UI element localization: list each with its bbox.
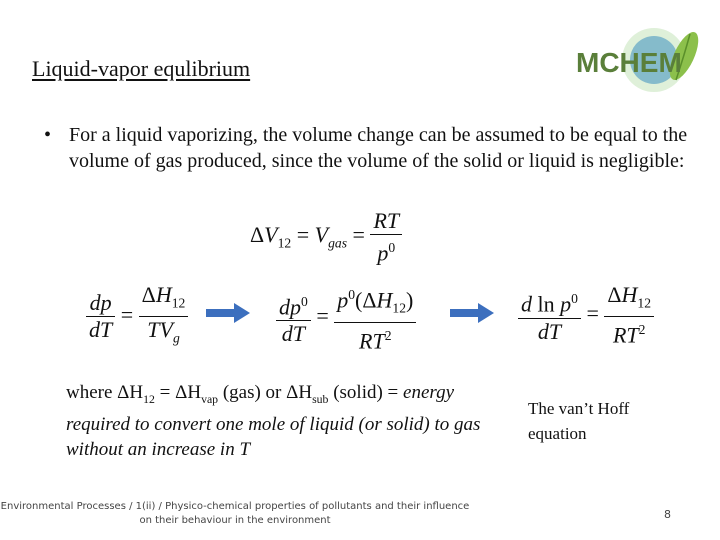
- bullet-symbol: •: [44, 124, 52, 146]
- sub-sub: sub: [312, 392, 329, 406]
- delta-h: ΔH: [117, 382, 144, 403]
- footer-line1: Environmental Processes / 1(ii) / Physico-chemical properties of pollutants and their influence: [0, 501, 470, 512]
- equation-clapeyron: $\frac{dp}{dT}$ = $\frac{\Delta H_{12}}{TV_g}$: [86, 282, 188, 352]
- bullet-text: For a liquid vaporizing, the volume change can be assumed to be equal to the volume of gas produced, since the volume of the solid or liquid is negligible:: [69, 124, 688, 172]
- vant-hoff-line1: The van’t Hoff: [528, 399, 630, 418]
- mchem-logo: [572, 14, 702, 104]
- equation-clausius-clapeyron: $\frac{dp^0}{dT}$ = $\frac{p^0(\Delta H_{12})}{RT^2}$: [276, 282, 416, 354]
- slide-title: Liquid-vapor equlibrium: [32, 56, 251, 81]
- vap-sub: vap: [201, 392, 219, 406]
- equation-volume-change: $\Delta V_{12} = V_{gas}$ = $\frac{RT}{p^0}$: [250, 208, 402, 266]
- delta-h-vap: ΔH: [175, 382, 202, 403]
- page-number: 8: [664, 508, 671, 521]
- delta-h-sub: 12: [143, 392, 155, 406]
- where-word: where: [66, 382, 113, 403]
- equals-sign: =: [154, 382, 176, 403]
- logo-text: MCHEM: [576, 47, 682, 78]
- footer-text: [0, 500, 470, 528]
- delta-h-sub-label: ΔH: [286, 382, 313, 403]
- definition-italic-text: energy required to convert one mole of liquid (or solid) to gas without an increase in T: [66, 382, 481, 460]
- right-arrow-icon: [450, 302, 494, 324]
- gas-text: (gas) or: [218, 382, 287, 403]
- right-arrow-icon: [206, 302, 250, 324]
- vant-hoff-label: [528, 396, 629, 446]
- vant-hoff-line2: equation: [528, 424, 587, 443]
- enthalpy-definition: [66, 380, 506, 462]
- logo-graphic: [572, 14, 702, 104]
- equation-vant-hoff: $\frac{d \ln p^0}{dT}$ = $\frac{\Delta H_{12}}{RT^2}$: [518, 282, 654, 349]
- solid-text: (solid) =: [328, 382, 399, 403]
- footer-line2: on their behaviour in the environment: [139, 515, 331, 526]
